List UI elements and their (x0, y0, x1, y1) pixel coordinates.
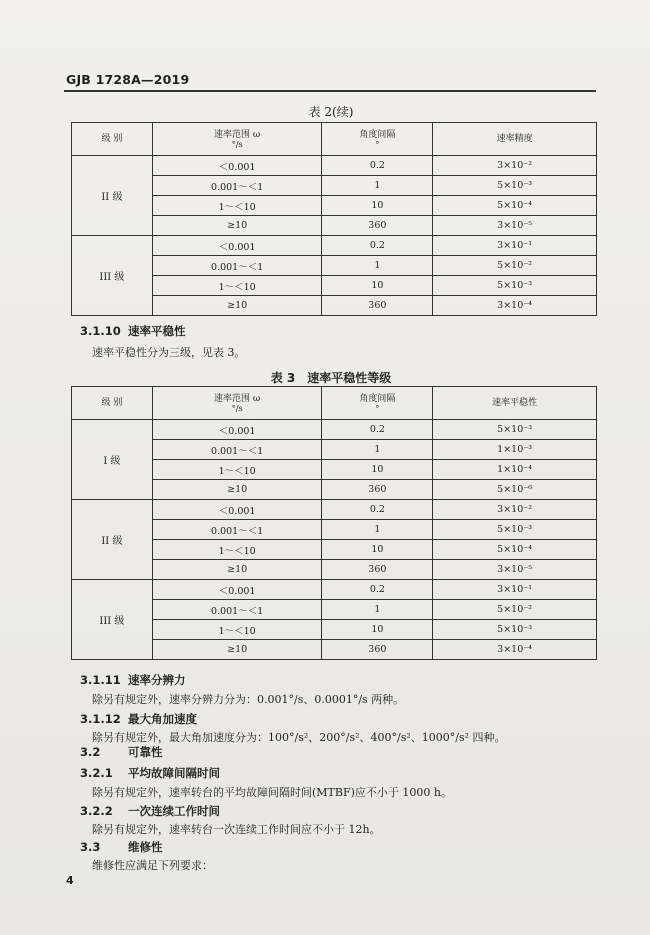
range-cell: ≥10 (152, 560, 322, 580)
section-3-3-text: 维修性应满足下列要求： (92, 859, 213, 872)
col-angle: 角度间隔 ° (322, 123, 433, 156)
value-cell: 5×10⁻⁶ (433, 480, 597, 500)
angle-cell: 1 (322, 176, 433, 196)
range-cell: ＜0.001 (152, 236, 322, 256)
section-3-1-10-heading: 3.1.10 速率平稳性 (80, 324, 186, 338)
section-3-1-12-text: 除另有规定外，最大角加速度分为：100°/s²、200°/s²、400°/s²、1000°/s² 四种。 (92, 731, 506, 744)
angle-cell: 10 (322, 540, 433, 560)
page-number: 4 (66, 874, 74, 887)
value-cell: 5×10⁻³ (433, 276, 597, 296)
range-cell: 1～＜10 (152, 620, 322, 640)
value-cell: 3×10⁻² (433, 500, 597, 520)
range-cell: ＜0.001 (152, 500, 322, 520)
range-cell: 0.001～＜1 (152, 520, 322, 540)
col-metric: 速率平稳性 (433, 387, 597, 420)
value-cell: 5×10⁻⁴ (433, 196, 597, 216)
angle-cell: 1 (322, 256, 433, 276)
range-cell: 0.001～＜1 (152, 440, 322, 460)
range-cell: 0.001～＜1 (152, 256, 322, 276)
table3-header-row (72, 387, 597, 420)
angle-cell: 1 (322, 520, 433, 540)
angle-cell: 360 (322, 216, 433, 236)
table3-title: 表 3 速率平稳性等级 (270, 371, 392, 385)
angle-cell: 0.2 (322, 156, 433, 176)
col-grade: 级 别 (72, 123, 153, 156)
table2 (71, 122, 597, 316)
section-3-2-1-text: 除另有规定外，速率转台的平均故障间隔时间(MTBF)应不小于 1000 h。 (92, 786, 452, 799)
angle-cell: 360 (322, 640, 433, 660)
value-cell: 3×10⁻² (433, 156, 597, 176)
table-row (72, 500, 597, 520)
col-metric: 速率精度 (433, 123, 597, 156)
range-cell: ≥10 (152, 640, 322, 660)
range-cell: 1～＜10 (152, 276, 322, 296)
angle-cell: 1 (322, 440, 433, 460)
grade-cell: I 级 (72, 420, 153, 500)
grade-cell: II 级 (72, 156, 153, 236)
value-cell: 3×10⁻⁴ (433, 640, 597, 660)
range-cell: ＜0.001 (152, 156, 322, 176)
section-3-2-heading: 3.2 可靠性 (80, 745, 163, 759)
section-3-1-11-text: 除另有规定外，速率分辨力分为：0.001°/s、0.0001°/s 两种。 (92, 693, 405, 706)
angle-cell: 360 (322, 480, 433, 500)
value-cell: 5×10⁻³ (433, 520, 597, 540)
grade-cell: III 级 (72, 236, 153, 316)
section-3-2-1-heading: 3.2.1 平均故障间隔时间 (80, 766, 220, 780)
range-cell: ≥10 (152, 296, 322, 316)
value-cell: 5×10⁻³ (433, 176, 597, 196)
table-row (72, 420, 597, 440)
table-row (72, 580, 597, 600)
col-grade: 级 别 (72, 387, 153, 420)
range-cell: 1～＜10 (152, 196, 322, 216)
col-angle: 角度间隔 ° (322, 387, 433, 420)
section-3-1-11-heading: 3.1.11 速率分辨力 (80, 673, 186, 687)
header-rule (64, 90, 596, 92)
table2-header-row (72, 123, 597, 156)
grade-cell: III 级 (72, 580, 153, 660)
angle-cell: 1 (322, 600, 433, 620)
value-cell: 3×10⁻⁴ (433, 296, 597, 316)
value-cell: 1×10⁻³ (433, 440, 597, 460)
table-row (72, 156, 597, 176)
value-cell: 5×10⁻² (433, 256, 597, 276)
angle-cell: 10 (322, 460, 433, 480)
table2-title: 表 2(续) (308, 105, 354, 119)
grade-cell: II 级 (72, 500, 153, 580)
value-cell: 5×10⁻² (433, 600, 597, 620)
value-cell: 1×10⁻⁴ (433, 460, 597, 480)
value-cell: 3×10⁻⁵ (433, 560, 597, 580)
angle-cell: 10 (322, 276, 433, 296)
angle-cell: 10 (322, 620, 433, 640)
range-cell: ≥10 (152, 216, 322, 236)
value-cell: 5×10⁻⁴ (433, 540, 597, 560)
col-range: 速率范围 ω °/s (152, 123, 322, 156)
angle-cell: 0.2 (322, 420, 433, 440)
table-row (72, 236, 597, 256)
angle-cell: 10 (322, 196, 433, 216)
angle-cell: 0.2 (322, 236, 433, 256)
value-cell: 3×10⁻⁵ (433, 216, 597, 236)
range-cell: ≥10 (152, 480, 322, 500)
value-cell: 5×10⁻³ (433, 620, 597, 640)
range-cell: 1～＜10 (152, 460, 322, 480)
col-range: 速率范围 ω °/s (152, 387, 322, 420)
angle-cell: 0.2 (322, 500, 433, 520)
angle-cell: 360 (322, 296, 433, 316)
value-cell: 3×10⁻¹ (433, 236, 597, 256)
section-3-1-10-text: 速率平稳性分为三级，见表 3。 (92, 346, 246, 359)
angle-cell: 360 (322, 560, 433, 580)
table3 (71, 386, 597, 660)
value-cell: 5×10⁻³ (433, 420, 597, 440)
range-cell: 0.001～＜1 (152, 176, 322, 196)
angle-cell: 0.2 (322, 580, 433, 600)
section-3-1-12-heading: 3.1.12 最大角加速度 (80, 712, 197, 726)
range-cell: 1～＜10 (152, 540, 322, 560)
section-3-3-heading: 3.3 维修性 (80, 840, 163, 854)
range-cell: ＜0.001 (152, 580, 322, 600)
section-3-2-2-text: 除另有规定外，速率转台一次连续工作时间应不小于 12h。 (92, 823, 381, 836)
value-cell: 3×10⁻¹ (433, 580, 597, 600)
range-cell: 0.001～＜1 (152, 600, 322, 620)
section-3-2-2-heading: 3.2.2 一次连续工作时间 (80, 804, 220, 818)
range-cell: ＜0.001 (152, 420, 322, 440)
doc-code: GJB 1728A—2019 (66, 72, 190, 87)
